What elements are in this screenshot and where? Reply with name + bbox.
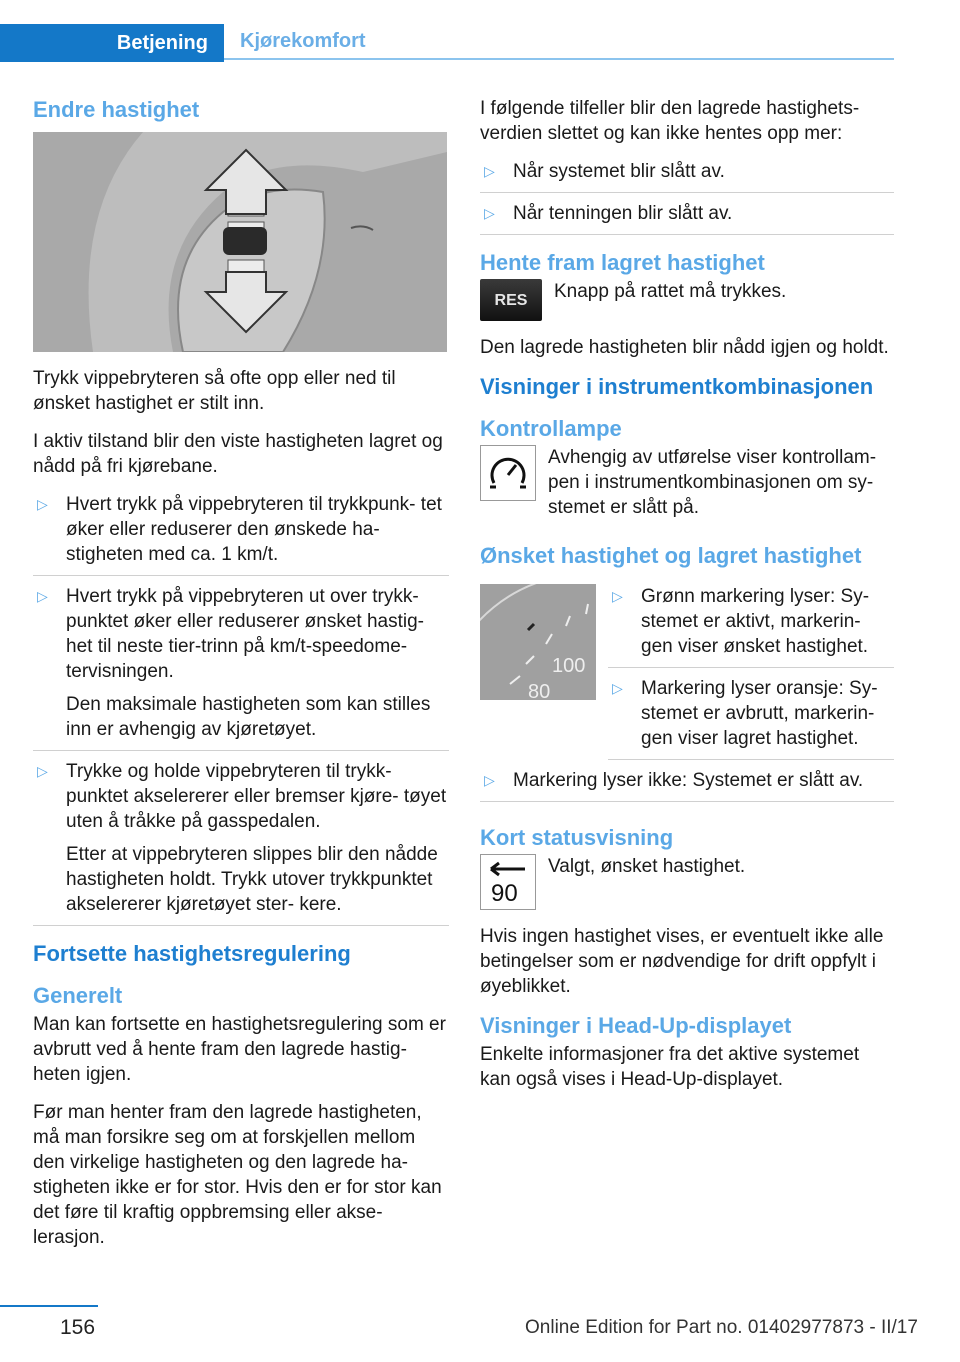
right-column: [480, 96, 894, 1105]
triangle-bullet-icon: ▷: [484, 205, 495, 221]
gauge-row: [480, 584, 894, 768]
heading-kort: Kort statusvisning: [480, 825, 674, 850]
heading-fortsette: Fortsette hastighetsregulering: [33, 941, 351, 966]
triangle-bullet-icon: ▷: [37, 763, 48, 779]
para-trykk: Trykk vippebryteren så ofte opp eller ned til ønsket hastighet er stilt inn.: [33, 368, 396, 414]
cruise-status-icon: [480, 854, 536, 910]
list-slettet: [480, 159, 894, 235]
list-item-text: Hvert trykk på vippebryteren ut over trykk- punktet øker eller reduserer ønsket hastig- het til neste tier-trinn på km/t-speedome- tervisningen.: [66, 586, 424, 682]
heading-endre-hastighet: Endre hastighet: [33, 97, 200, 122]
list-item-subtext: Den maksimale hastigheten som kan stilles inn er avhengig av kjøretøyet.: [66, 694, 431, 740]
res-button-icon: RES: [480, 279, 542, 321]
heading-onsket: Ønsket hastighet og lagret hastighet: [480, 543, 862, 568]
triangle-bullet-icon: ▷: [484, 163, 495, 179]
list-item-text: Markering lyser ikke: Systemet er slått av.: [513, 770, 864, 791]
list-item: [608, 676, 894, 760]
list-item-text: Hvert trykk på vippebryteren til trykkpunk- tet øker eller reduserer den ønskede ha- stigheten med ca. 1 km/t.: [66, 494, 442, 565]
triangle-bullet-icon: ▷: [37, 496, 48, 512]
triangle-bullet-icon: ▷: [612, 588, 623, 604]
edition-text: Online Edition for Part no. 01402977873 - II/17: [525, 1317, 918, 1338]
kontroll-text: Avhengig av utførelse viser kontrollam- pen i instrumentkombinasjonen om sy- stemet er slått på.: [548, 447, 877, 518]
para-nadd: Den lagrede hastigheten blir nådd igjen og holdt.: [480, 337, 889, 358]
gauge-label-80: 80: [528, 681, 551, 700]
list-item: [33, 584, 449, 751]
heading-generelt: Generelt: [33, 983, 123, 1008]
para-ingen: Hvis ingen hastighet vises, er eventuelt ikke alle betingelser som er nødvendige for drift oppfylt i øyeblikket.: [480, 926, 884, 997]
steering-wheel-image: [33, 132, 447, 352]
heading-hente: Hente fram lagret hastighet: [480, 250, 765, 275]
speedometer-warning-icon: [480, 445, 536, 501]
heading-kontrollampe: Kontrollampe: [480, 416, 622, 441]
list-item-subtext: Etter at vippebryteren slippes blir den nådde hastigheten holdt. Trykk utover trykkpunktet akselererer kjøretøyet ster- kere.: [66, 844, 438, 915]
para-folgende: I følgende tilfeller blir den lagrede hastighets- verdien slettet og kan ikke hentes opp mer:: [480, 98, 860, 144]
list-item-text: Grønn markering lyser: Sy- stemet er aktivt, markerin- gen viser ønsket hastighet.: [641, 586, 870, 657]
gauge-label-100: 100: [552, 655, 586, 677]
header-bar: [0, 0, 960, 62]
kontroll-row: [480, 445, 894, 520]
speedometer-image: [480, 584, 596, 700]
steering-wheel-illustration: [33, 132, 447, 352]
tab-kjorekomfort[interactable]: Kjørekomfort: [224, 24, 894, 60]
kort-row: [480, 854, 894, 910]
para-hud: Enkelte informasjoner fra det aktive systemet kan også vises i Head-Up-displayet.: [480, 1044, 860, 1090]
list-item-text: Når systemet blir slått av.: [513, 161, 725, 182]
para-aktiv: I aktiv tilstand blir den viste hastigheten lagret og nådd på fri kjørebane.: [33, 431, 443, 477]
heading-hud: Visninger i Head-Up-displayet: [480, 1013, 792, 1038]
list-gauge-cont: [480, 768, 894, 802]
list-item: [480, 201, 894, 235]
heading-visninger: Visninger i instrumentkombinasjonen: [480, 374, 874, 399]
triangle-bullet-icon: ▷: [37, 588, 48, 604]
kort-value: 90: [491, 880, 518, 907]
list-endre: [33, 492, 449, 926]
list-item-text: Når tenningen blir slått av.: [513, 203, 733, 224]
list-item-text: Markering lyser oransje: Sy- stemet er avbrutt, markerin- gen viser lagret hastighet.: [641, 678, 878, 749]
para-fortsette: Man kan fortsette en hastighetsregulering som er avbrutt ved å hente fram den lagrede hastig- heten igjen.: [33, 1014, 446, 1085]
list-item: [480, 159, 894, 193]
list-item: [33, 759, 449, 926]
res-row: [480, 279, 894, 321]
list-gauge: [608, 584, 894, 768]
page-number: 156: [60, 1316, 96, 1339]
footer-rule: [0, 1305, 98, 1307]
res-text: Knapp på rattet må trykkes.: [554, 281, 787, 302]
triangle-bullet-icon: ▷: [612, 680, 623, 696]
list-item: [33, 492, 449, 576]
list-item: [608, 584, 894, 668]
list-item-text: Trykke og holde vippebryteren til trykk- punktet akselererer eller bremser kjøre- tøyet uten å tråkke på gasspedalen.: [66, 761, 447, 832]
para-for-man: Før man henter fram den lagrede hastigheten, må man forsikre seg om at forskjellen mellom den virkelige hastigheten og den lagrede ha- stigheten ikke er for stor. Hvis den er for stor kan det føre til kraftig oppbremsing eller akse- lerasjon.: [33, 1102, 442, 1248]
list-item: [480, 768, 894, 802]
kort-text: Valgt, ønsket hastighet.: [548, 856, 746, 877]
left-column: [33, 96, 449, 1263]
triangle-bullet-icon: ▷: [484, 772, 495, 788]
tab-betjening[interactable]: Betjening: [0, 24, 224, 62]
